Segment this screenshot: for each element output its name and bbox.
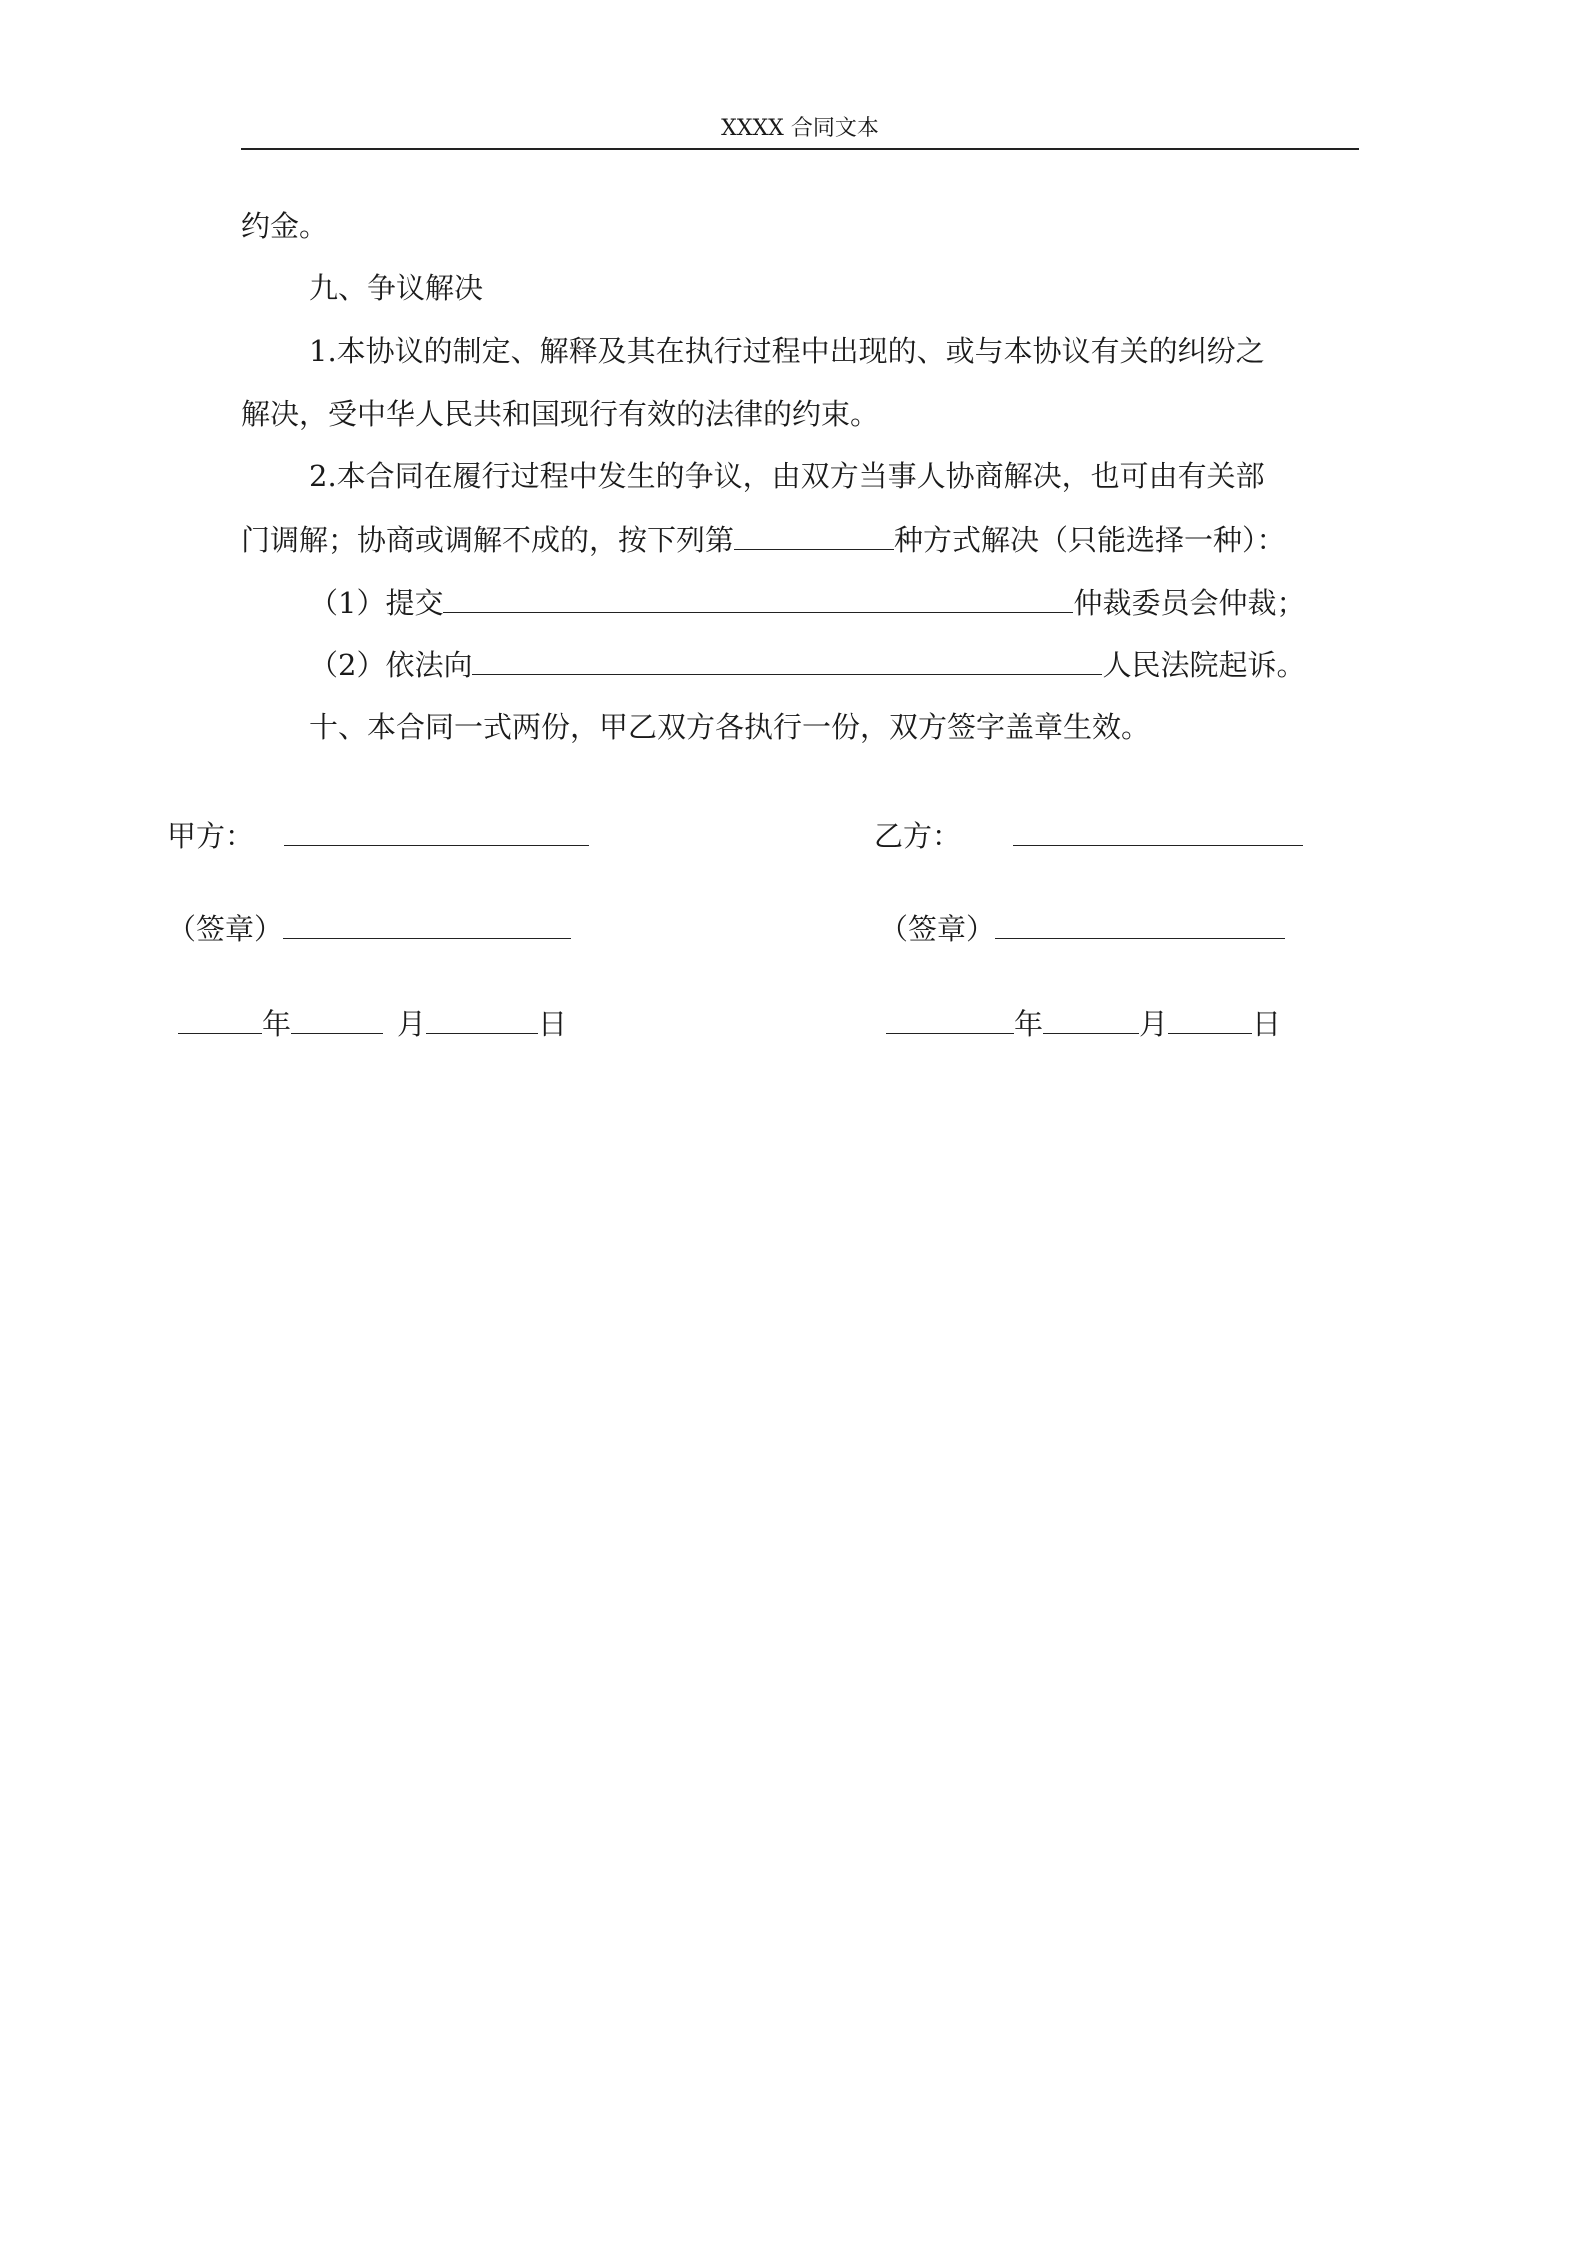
party-b-name-blank[interactable] (1013, 815, 1303, 846)
arbitration-commission-blank[interactable] (443, 582, 1073, 613)
option-2-text-b: 人民法院起诉。 (1102, 648, 1306, 682)
party-b-date-row (886, 1003, 1281, 1044)
party-b-seal-blank[interactable] (995, 908, 1285, 939)
court-blank[interactable] (472, 644, 1102, 675)
clause-1-line-1: 1.本协议的制定、解释及其在执行过程中出现的、或与本协议有关的纠纷之 (309, 334, 1265, 368)
party-a-label: 甲方： (167, 819, 255, 853)
option-2-text-a: （2）依法向 (309, 648, 473, 682)
party-a-month-label: 月 (397, 1007, 427, 1041)
party-a-month-blank[interactable] (291, 1003, 383, 1034)
party-a-day-label: 日 (538, 1007, 568, 1041)
party-a-seal-blank[interactable] (283, 908, 571, 939)
clause-2-line-1: 2.本合同在履行过程中发生的争议，由双方当事人协商解决，也可由有关部 (309, 459, 1265, 493)
party-a-row (167, 815, 589, 856)
party-b-day-label: 日 (1252, 1007, 1282, 1041)
page-header (241, 112, 1359, 150)
option-2-line (309, 644, 1305, 685)
clause-2-text-a: 门调解；协商或调解不成的，按下列第 (241, 523, 735, 557)
party-b-month-blank[interactable] (1043, 1003, 1139, 1034)
party-b-row (874, 815, 1303, 856)
party-a-day-blank[interactable] (426, 1003, 538, 1034)
clause-2-line-2 (241, 519, 1286, 560)
party-a-name-blank[interactable] (284, 815, 589, 846)
section-10: 十、本合同一式两份，甲乙双方各执行一份，双方签字盖章生效。 (309, 710, 1151, 744)
option-1-line (309, 582, 1305, 623)
party-b-month-label: 月 (1139, 1007, 1169, 1041)
party-a-year-label: 年 (262, 1007, 292, 1041)
option-1-text-b: 仲裁委员会仲裁； (1073, 586, 1306, 620)
section-9-title: 九、争议解决 (309, 271, 484, 305)
party-b-label: 乙方： (874, 819, 962, 853)
party-a-date-row (178, 1003, 567, 1044)
option-number-blank[interactable] (734, 519, 894, 550)
party-a-seal-row (167, 908, 571, 949)
header-title: XXXX 合同文本 (721, 116, 879, 141)
clause-1-line-2: 解决，受中华人民共和国现行有效的法律的约束。 (241, 397, 880, 431)
paragraph-continuation: 约金。 (241, 209, 329, 243)
party-a-year-blank[interactable] (178, 1003, 262, 1034)
party-b-day-blank[interactable] (1168, 1003, 1252, 1034)
clause-2-text-b: 种方式解决（只能选择一种）： (894, 523, 1286, 557)
party-b-year-label: 年 (1014, 1007, 1044, 1041)
party-b-seal-row (879, 908, 1285, 949)
party-b-year-blank[interactable] (886, 1003, 1014, 1034)
party-b-seal-label: （签章） (879, 912, 996, 946)
option-1-text-a: （1）提交 (309, 586, 444, 620)
party-a-seal-label: （签章） (167, 912, 284, 946)
